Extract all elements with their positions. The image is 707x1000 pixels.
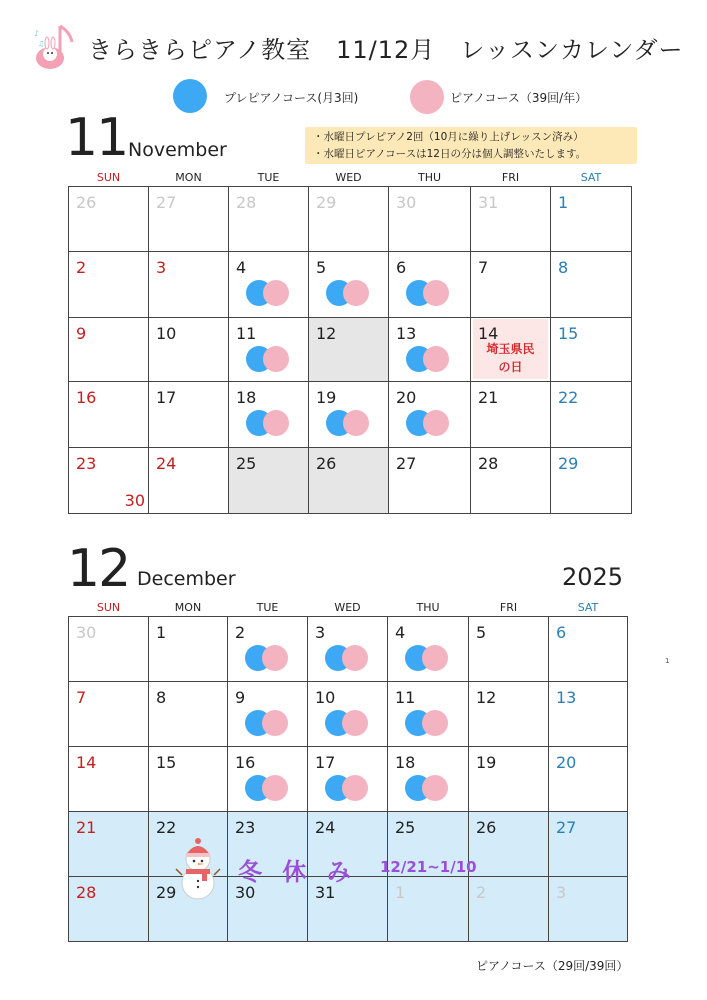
day-number: 10 — [156, 324, 177, 343]
piano-lesson-dot — [342, 775, 368, 801]
lesson-markers — [406, 410, 454, 436]
day-number: 18 — [395, 753, 416, 772]
day-number: 23 — [235, 818, 256, 837]
notice-line-1: ・水曜日プレピアノ2回（10月に繰り上げレッスン済み） — [313, 131, 584, 143]
day-cell — [228, 617, 308, 682]
day-cell — [229, 382, 309, 448]
closed-day-cell — [309, 318, 389, 382]
day-number: 31 — [478, 193, 499, 212]
day-number: 11 — [395, 688, 416, 707]
pre-piano-legend-dot — [173, 79, 207, 113]
day-number: 30 — [396, 193, 417, 212]
day-number: 4 — [395, 623, 406, 642]
day-number: 23 — [76, 454, 97, 473]
day-number: 5 — [316, 258, 327, 277]
day-cell — [471, 448, 551, 514]
day-number: 21 — [76, 818, 97, 837]
page-mark: 1 — [665, 657, 670, 665]
notice-line-2: ・水曜日ピアノコースは12日の分は個人調整いたします。 — [313, 148, 587, 160]
lesson-markers — [405, 645, 453, 671]
day-number: 25 — [395, 818, 416, 837]
lesson-markers — [406, 346, 454, 372]
day-number: 27 — [556, 818, 577, 837]
day-number: 29 — [558, 454, 579, 473]
day-cell — [229, 187, 309, 252]
day-number: 12 — [316, 324, 337, 343]
day-number: 9 — [235, 688, 246, 707]
day-number: 27 — [396, 454, 417, 473]
day-cell — [228, 747, 308, 812]
day-cell — [471, 187, 551, 252]
day-number: 21 — [478, 388, 499, 407]
day-cell — [308, 617, 388, 682]
closed-day-cell — [309, 448, 389, 514]
day-number: 18 — [236, 388, 257, 407]
day-number: 1 — [558, 193, 569, 212]
winter-break-label: 冬 休 み — [238, 858, 357, 886]
day-cell — [229, 318, 309, 382]
piano-lesson-dot — [343, 280, 369, 306]
day-cell — [551, 448, 632, 514]
day-number: 17 — [156, 388, 177, 407]
day-number: 1 — [395, 883, 406, 902]
day-cell — [308, 682, 388, 747]
winter-break-cell — [549, 877, 628, 942]
day-number: 11 — [236, 324, 257, 343]
day-number: 3 — [156, 258, 167, 277]
day-cell — [469, 617, 549, 682]
day-cell — [309, 187, 389, 252]
day-number: 28 — [236, 193, 257, 212]
snowman-icon — [174, 835, 222, 901]
day-number: 17 — [315, 753, 336, 772]
day-cell — [551, 318, 632, 382]
day-number: 15 — [156, 753, 177, 772]
day-number: 2 — [76, 258, 87, 277]
lesson-markers — [325, 710, 373, 736]
day-cell — [551, 187, 632, 252]
day-number: 13 — [396, 324, 417, 343]
weekday-sat: SAT — [577, 600, 599, 614]
day-number: 19 — [316, 388, 337, 407]
winter-break-cell — [469, 877, 549, 942]
december-month-name: December — [137, 568, 236, 590]
weekday-sat: SAT — [580, 170, 602, 184]
november-notice — [305, 127, 637, 164]
lesson-markers — [246, 346, 294, 372]
piano-lesson-dot — [423, 346, 449, 372]
day-cell — [69, 318, 149, 382]
day-number: 6 — [556, 623, 567, 642]
november-month-number: 11 — [65, 108, 128, 168]
music-note-bunny-logo — [30, 22, 76, 72]
december-calendar — [68, 598, 628, 942]
day-number-30: 30 — [124, 491, 145, 510]
lesson-markers — [245, 775, 293, 801]
winter-break-cell — [388, 877, 469, 942]
day-number: 22 — [558, 388, 579, 407]
piano-lesson-dot — [263, 410, 289, 436]
winter-break-cell — [549, 812, 628, 877]
day-number: 16 — [235, 753, 256, 772]
day-cell — [471, 252, 551, 318]
day-cell — [309, 252, 389, 318]
day-cell — [551, 252, 632, 318]
day-number: 9 — [76, 324, 87, 343]
piano-lesson-dot — [422, 775, 448, 801]
day-number: 28 — [76, 883, 97, 902]
december-month-number: 12 — [67, 539, 130, 599]
weekday-fri: FRI — [499, 600, 518, 614]
holiday-label: 埼玉県民 の日 — [486, 342, 535, 374]
footer-note: ピアノコース（29回/39回） — [476, 959, 629, 973]
day-number: 2 — [476, 883, 487, 902]
day-cell — [229, 252, 309, 318]
day-cell — [228, 682, 308, 747]
day-number: 26 — [476, 818, 497, 837]
weekday-mon: MON — [175, 170, 202, 184]
day-number: 12 — [476, 688, 497, 707]
lesson-markers — [405, 710, 453, 736]
lesson-markers — [246, 280, 294, 306]
day-cell — [149, 448, 229, 514]
lesson-markers — [325, 775, 373, 801]
day-cell — [69, 747, 149, 812]
day-number: 30 — [76, 623, 97, 642]
lesson-markers — [326, 410, 374, 436]
day-cell — [549, 682, 628, 747]
day-number: 29 — [316, 193, 337, 212]
piano-lesson-dot — [423, 280, 449, 306]
day-cell — [389, 318, 471, 382]
day-cell — [389, 252, 471, 318]
day-number: 15 — [558, 324, 579, 343]
day-cell — [69, 187, 149, 252]
winter-break-cell — [69, 812, 149, 877]
day-cell — [549, 747, 628, 812]
day-cell — [551, 382, 632, 448]
piano-lesson-dot — [263, 280, 289, 306]
day-cell — [471, 382, 551, 448]
day-cell — [308, 747, 388, 812]
year-label: 2025 — [562, 563, 624, 591]
day-number: 16 — [76, 388, 97, 407]
day-cell — [149, 382, 229, 448]
day-number: 20 — [556, 753, 577, 772]
day-number: 14 — [478, 324, 499, 343]
winter-break-cell — [69, 877, 149, 942]
day-cell — [69, 252, 149, 318]
november-calendar — [68, 168, 632, 514]
day-number: 8 — [156, 688, 167, 707]
lesson-markers — [326, 280, 374, 306]
piano-lesson-dot — [423, 410, 449, 436]
lesson-markers — [406, 280, 454, 306]
weekday-sun: SUN — [96, 600, 121, 614]
lesson-markers — [245, 710, 293, 736]
day-cell — [469, 682, 549, 747]
weekday-wed: WED — [335, 170, 362, 184]
day-number: 26 — [76, 193, 97, 212]
day-number: 19 — [476, 753, 497, 772]
day-cell — [149, 252, 229, 318]
day-cell — [69, 617, 149, 682]
piano-lesson-dot — [343, 410, 369, 436]
weekday-tue: TUE — [257, 170, 280, 184]
day-cell — [469, 747, 549, 812]
closed-day-cell — [229, 448, 309, 514]
day-cell — [69, 382, 149, 448]
day-number: 13 — [556, 688, 577, 707]
day-number: 25 — [236, 454, 257, 473]
piano-lesson-dot — [262, 645, 288, 671]
day-number: 20 — [396, 388, 417, 407]
day-number: 7 — [478, 258, 489, 277]
day-cell — [149, 747, 228, 812]
day-cell — [149, 617, 228, 682]
day-number: 29 — [156, 883, 177, 902]
weekday-mon: MON — [174, 600, 202, 614]
weekday-wed: WED — [334, 600, 361, 614]
page-title: きらきらピアノ教室 11/12月 レッスンカレンダー — [88, 36, 684, 64]
lesson-markers — [245, 645, 293, 671]
day-cell — [388, 617, 469, 682]
day-number: 1 — [156, 623, 167, 642]
day-number: 31 — [315, 883, 336, 902]
day-number: 7 — [76, 688, 87, 707]
piano-lesson-dot — [422, 710, 448, 736]
lesson-markers — [325, 645, 373, 671]
day-number: 30 — [235, 883, 256, 902]
day-number: 10 — [315, 688, 336, 707]
day-cell — [389, 382, 471, 448]
pre-piano-legend-label: プレピアノコース(月3回) — [224, 91, 359, 105]
piano-lesson-dot — [262, 710, 288, 736]
day-number: 24 — [156, 454, 177, 473]
piano-lesson-dot — [263, 346, 289, 372]
winter-break-cell — [469, 812, 549, 877]
lesson-markers — [405, 775, 453, 801]
day-cell — [549, 617, 628, 682]
piano-lesson-dot — [262, 775, 288, 801]
day-cell — [309, 382, 389, 448]
day-cell — [388, 747, 469, 812]
weekday-thu: THU — [417, 170, 442, 184]
day-cell — [389, 448, 471, 514]
winter-break-range: 12/21~1/10 — [380, 858, 477, 876]
day-cell — [69, 448, 149, 514]
piano-lesson-dot — [422, 645, 448, 671]
day-number: 5 — [476, 623, 487, 642]
weekday-thu: THU — [416, 600, 440, 614]
november-month-name: November — [128, 139, 227, 161]
day-number: 3 — [556, 883, 567, 902]
piano-lesson-dot — [342, 645, 368, 671]
svg-text:♫: ♫ — [38, 40, 45, 48]
day-cell — [69, 682, 149, 747]
weekday-fri: FRI — [501, 170, 520, 184]
day-number: 3 — [315, 623, 326, 642]
lesson-markers — [246, 410, 294, 436]
holiday-cell — [471, 318, 551, 382]
weekday-tue: TUE — [256, 600, 279, 614]
day-cell — [389, 187, 471, 252]
day-number: 14 — [76, 753, 97, 772]
day-cell — [388, 682, 469, 747]
day-cell — [149, 187, 229, 252]
day-number: 27 — [156, 193, 177, 212]
day-number: 6 — [396, 258, 407, 277]
weekday-sun: SUN — [96, 170, 121, 184]
piano-lesson-dot — [342, 710, 368, 736]
day-cell — [149, 682, 228, 747]
svg-text:♪: ♪ — [34, 29, 40, 38]
day-number: 28 — [478, 454, 499, 473]
piano-legend-label: ピアノコース（39回/年） — [450, 91, 588, 105]
day-number: 4 — [236, 258, 247, 277]
day-number: 24 — [315, 818, 336, 837]
day-number: 26 — [316, 454, 337, 473]
day-number: 2 — [235, 623, 246, 642]
day-cell — [149, 318, 229, 382]
day-number: 8 — [558, 258, 569, 277]
day-number: 22 — [156, 818, 177, 837]
piano-legend-dot — [410, 80, 444, 114]
